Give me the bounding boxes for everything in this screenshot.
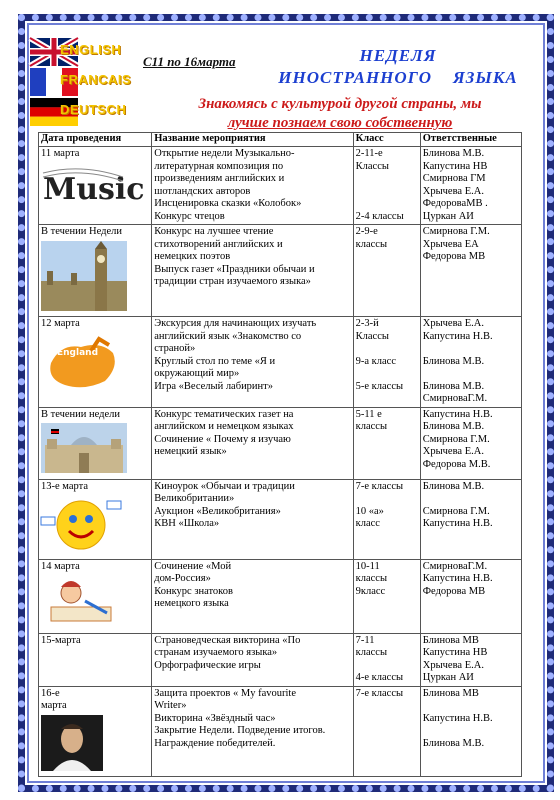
event-dates: С11 по 16марта — [143, 54, 236, 69]
cell-date — [39, 407, 152, 479]
music-image — [41, 163, 149, 212]
cell-class: 7-11 классы 4-е классы — [353, 633, 420, 686]
reichstag-image — [41, 423, 149, 478]
cell-class: 5-11 е классы — [353, 407, 420, 479]
date-text: 15-марта — [41, 634, 81, 646]
cell-class: 2-3-й Классы 9-а класс 5-е классы — [353, 317, 420, 408]
table-row — [39, 225, 522, 317]
cell-date — [39, 686, 152, 777]
cell-class: 7-е классы — [353, 686, 420, 777]
cell-event: Конкурс тематических газет на английском и немецком языках Сочинение « Почему я изучаю немецкий язык» — [152, 407, 353, 479]
subtitle-line-1: Знакомясь с культурой другой страны, мы — [198, 96, 482, 112]
cell-date — [39, 633, 152, 686]
flag-label-french: FRANCAIS — [60, 72, 132, 87]
date-text: 16-е марта — [41, 687, 67, 711]
cell-responsible: СмирноваГ.М. Капустина Н.В. Федорова МВ — [420, 559, 521, 633]
big-ben-image — [41, 241, 149, 316]
svg-text:England: England — [57, 347, 99, 358]
cell-responsible: Хрычева Е.А. Капустина Н.В. Блинова М.В. Блинова М.В. СмирноваГ.М. — [420, 317, 521, 408]
cell-responsible: Капустина Н.В. Блинова М.В. Смирнова Г.М. Хрычева Е.А. Федорова М.В. — [420, 407, 521, 479]
title-line-2: ИНОСТРАННОГО ЯЗЫКА — [278, 68, 518, 87]
cell-responsible: Блинова МВ Капустина Н.В. Блинова М.В. — [420, 686, 521, 777]
svg-text:Music: Music — [43, 171, 145, 207]
cell-responsible: Блинова М.В. Смирнова Г.М. Капустина Н.В. — [420, 479, 521, 559]
language-flags — [30, 38, 150, 128]
subtitle-line-2: лучше познаем свою собственную — [227, 115, 453, 131]
header-responsible: Ответственные — [420, 133, 521, 147]
schedule-table — [38, 132, 522, 777]
date-text: 13-е марта — [41, 480, 89, 492]
table-row — [39, 479, 522, 559]
table-row — [39, 559, 522, 633]
header-class: Класс — [353, 133, 420, 147]
flag-france — [30, 68, 150, 96]
table-row — [39, 317, 522, 408]
cell-event: Страноведческая викторина «По странам изучаемого языка» Орфографические игры — [152, 633, 353, 686]
cell-class: 7-е классы 10 «а» класс — [353, 479, 420, 559]
date-text: 11 марта — [41, 148, 80, 159]
table-row — [39, 633, 522, 686]
table-row — [39, 147, 522, 225]
header-date: Дата проведения — [39, 133, 152, 147]
table-header-row — [39, 133, 522, 147]
england-map-image — [41, 333, 149, 400]
cell-event: Защита проектов « My favourite Writer» Викторина «Звёздный час» Закрытие Недели. Подведение итогов. Награждение победителей. — [152, 686, 353, 777]
table-row — [39, 686, 522, 777]
table-row — [39, 407, 522, 479]
cell-event: Конкурс на лучшее чтение стихотворений английских и немецких поэтов Выпуск газет «Праздники обычаи и традиции стран изучаемого языка» — [152, 225, 353, 317]
cell-event: Сочинение «Мой дом-Россия» Конкурс знатоков немецкого языка — [152, 559, 353, 633]
cell-class: 2-9-е классы — [353, 225, 420, 317]
shakespeare-portrait-image — [41, 715, 149, 776]
smiley-image — [41, 495, 149, 558]
cell-date — [39, 225, 152, 317]
cell-class: 10-11 классы 9класс — [353, 559, 420, 633]
cell-date — [39, 147, 152, 225]
cell-event: Экскурсия для начинающих изучать английский язык «Знакомство со страной» Круглый стол по теме «Я и окружающий мир» Игра «Веселый лабиринт» — [152, 317, 353, 408]
date-text: 14 марта — [41, 560, 80, 572]
cell-date — [39, 559, 152, 633]
page-subtitle — [160, 95, 520, 133]
date-text: В течении недели — [41, 408, 121, 420]
flag-germany — [30, 98, 150, 126]
cell-responsible: Блинова МВ Капустина НВ Хрычева Е.А. Цуркан АИ — [420, 633, 521, 686]
cell-date — [39, 317, 152, 408]
cell-date — [39, 479, 152, 559]
header-event: Название мероприятия — [152, 133, 353, 147]
flag-english — [30, 38, 150, 66]
cell-event: Открытие недели Музыкально- литературная композиция по произведениям английских и шотландских авторов Инсценировка сказки «Колобок» Конкурс чтецов — [152, 147, 353, 225]
cell-event: Киноурок «Обычаи и традиции Великобритании» Аукцион «Великобритания» КВН «Школа» — [152, 479, 353, 559]
flag-label-german: DEUTSCH — [60, 102, 127, 117]
cell-class: 2-11-е Классы 2-4 классы — [353, 147, 420, 225]
page-title — [278, 45, 518, 89]
cell-responsible: Смирнова Г.М. Хрычева ЕА Федорова МВ — [420, 225, 521, 317]
date-text: В течении Недели — [41, 226, 123, 237]
title-line-1: НЕДЕЛЯ — [359, 46, 437, 65]
table-body — [39, 147, 522, 777]
writing-child-image — [41, 575, 149, 632]
flag-label-english: ENGLISH — [60, 42, 122, 57]
date-text: 12 марта — [41, 318, 80, 329]
cell-responsible: Блинова М.В. Капустина НВ Смирнова ГМ Хрычева Е.А. ФедороваМВ . Цуркан АИ — [420, 147, 521, 225]
